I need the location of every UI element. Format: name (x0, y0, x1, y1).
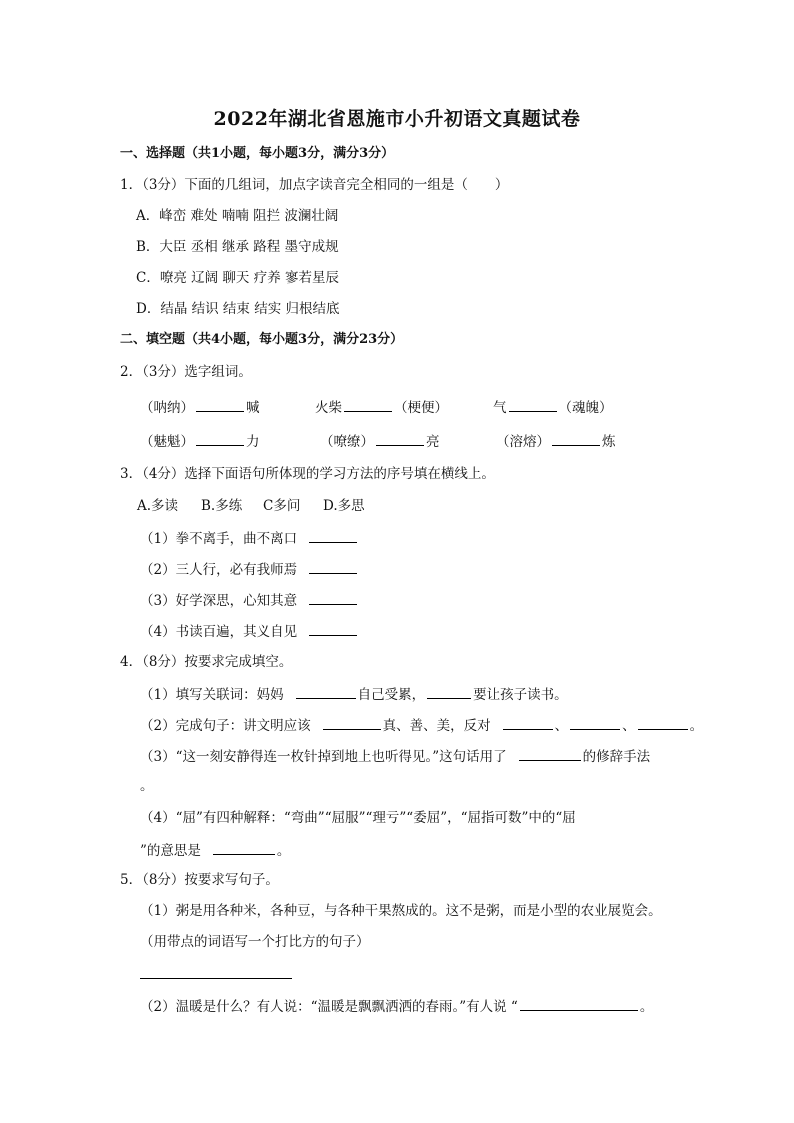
q4-blank-6[interactable] (638, 715, 688, 730)
q2-item-3-word: 气 (493, 400, 507, 416)
q2-blank-1[interactable] (196, 397, 244, 412)
q2-item-6-choices: （溶熔） (496, 434, 550, 450)
q4-part-2 (140, 715, 703, 735)
q2-item-4-choices: （魅魁） (140, 434, 194, 450)
section-heading-choice: 一、选择题（共1小题，每小题3分，满分3分） (120, 146, 395, 161)
q4-part-2-end: 。 (689, 718, 704, 734)
q3-item-4 (140, 621, 359, 641)
q5-part-2-text: （2）温暖是什么？有人说：“温暖是飘飘洒洒的春雨。”有人说 “ (140, 999, 518, 1015)
q5-part-2-end: 。 (639, 999, 654, 1015)
page-title: 2022年湖北省恩施市小升初语文真题试卷 (213, 108, 581, 130)
q2-item-2-choices: （梗便） (394, 400, 448, 416)
q2-blank-3[interactable] (509, 397, 557, 412)
question-2-stem: 2．（3分）选字组词。 (120, 364, 252, 380)
q3-item-3 (140, 590, 359, 610)
q3-choice-d: D.多思 (323, 498, 365, 514)
q2-blank-4[interactable] (196, 431, 244, 446)
q3-choice-b: B.多练 (201, 498, 243, 514)
question-1-option-c: C．嘹亮 辽阔 聊天 疗养 寥若星辰 (136, 270, 339, 286)
q5-blank-2[interactable] (520, 996, 638, 1011)
q2-item-1-word: 喊 (246, 400, 260, 416)
q4-blank-4[interactable] (503, 715, 553, 730)
q2-item-6 (496, 431, 616, 451)
q2-blank-6[interactable] (552, 431, 600, 446)
q4-part-4-text-c: 。 (276, 843, 291, 859)
q3-item-4-text: （4）书读百遍，其义自见 (140, 624, 298, 640)
q3-item-3-text: （3）好学深思，心知其意 (140, 593, 298, 609)
q4-blank-7[interactable] (519, 746, 581, 761)
q3-blank-1[interactable] (309, 528, 357, 543)
q3-choice-a: A.多读 (137, 498, 179, 514)
q4-blank-3[interactable] (323, 715, 381, 730)
q2-item-3-choices: （魂魄） (558, 400, 613, 416)
q3-item-1-text: （1）拳不离手，曲不离口 (140, 531, 298, 547)
q2-item-3 (493, 397, 613, 417)
q2-item-4 (140, 431, 260, 451)
q4-part-2-sep-1: 、 (554, 718, 569, 734)
q4-part-3-tail: 。 (140, 778, 154, 794)
question-1-option-a: A．峰峦 难处 喃喃 阻拦 波澜壮阔 (136, 208, 339, 224)
q4-part-3 (140, 746, 650, 766)
q5-part-2 (140, 996, 653, 1016)
q4-part-4-text-b: ”的意思是 (140, 843, 201, 859)
q3-item-2-text: （2）三人行，必有我师焉 (140, 562, 298, 578)
q2-item-4-word: 力 (246, 434, 260, 450)
q4-blank-1[interactable] (296, 684, 356, 699)
q3-blank-3[interactable] (309, 590, 357, 605)
q2-item-5 (320, 431, 440, 451)
q3-item-2 (140, 559, 359, 579)
q2-item-5-word: 亮 (426, 434, 440, 450)
q5-part-1-instruction: （用带点的词语写一个打比方的句子） (140, 934, 370, 950)
q4-blank-2[interactable] (427, 684, 471, 699)
q5-part-1: （1）粥是用各种米，各种豆，与各种干果熬成的。这不是粥，而是小型的农业展览会。 (140, 903, 662, 919)
q2-blank-2[interactable] (344, 397, 392, 412)
q2-item-6-word: 炼 (602, 434, 616, 450)
q4-part-4-cont (140, 840, 290, 860)
q2-blank-5[interactable] (376, 431, 424, 446)
question-3-stem: 3．（4分）选择下面语句所体现的学习方法的序号填在横线上。 (120, 466, 495, 482)
q4-part-1-text-a: （1）填写关联词：妈妈 (140, 687, 284, 703)
q3-item-1 (140, 528, 359, 548)
q2-item-5-choices: （嘹缭） (320, 434, 374, 450)
q2-item-1-choices: （呐纳） (140, 400, 194, 416)
question-4-stem: 4．（8分）按要求完成填空。 (120, 654, 293, 670)
question-1-option-d: D．结晶 结识 结束 结实 归根结底 (136, 301, 340, 317)
q4-part-3-text-b: 的修辞手法 (582, 749, 651, 765)
q3-choice-c: C多问 (263, 498, 301, 514)
q5-part-1-answer-line (140, 964, 292, 984)
section-heading-fill: 二、填空题（共4小题，每小题3分，满分23分） (120, 332, 404, 347)
q2-item-2 (315, 397, 448, 417)
q3-blank-4[interactable] (309, 621, 357, 636)
q5-blank-1[interactable] (140, 964, 292, 979)
q3-blank-2[interactable] (309, 559, 357, 574)
q4-part-1-text-c: 要让孩子读书。 (473, 687, 568, 703)
question-5-stem: 5．（8分）按要求写句子。 (120, 872, 279, 888)
q4-part-1 (140, 684, 568, 704)
question-1-stem: 1．（3分）下面的几组词，加点字读音完全相同的一组是（ ） (120, 177, 509, 193)
q4-part-4: （4）“屈”有四种解释：“弯曲”“屈服”“理亏”“委屈”，“屈指可数”中的“屈 (140, 810, 576, 826)
q2-item-1 (140, 397, 260, 417)
q4-blank-5[interactable] (570, 715, 620, 730)
q2-item-2-word: 火柴 (315, 400, 342, 416)
q4-part-2-sep-2: 、 (622, 718, 636, 734)
q4-part-3-text-a: （3）“这一刻安静得连一枚针掉到地上也听得见。”这句话用了 (140, 749, 507, 765)
q4-part-1-text-b: 自己受累， (357, 687, 426, 703)
question-1-option-b: B．大臣 丞相 继承 路程 墨守成规 (136, 239, 339, 255)
q4-part-2-text-a: （2）完成句子：讲文明应该 (140, 718, 311, 734)
q4-part-2-text-b: 真、善、美，反对 (382, 718, 491, 734)
q4-blank-8[interactable] (213, 840, 275, 855)
